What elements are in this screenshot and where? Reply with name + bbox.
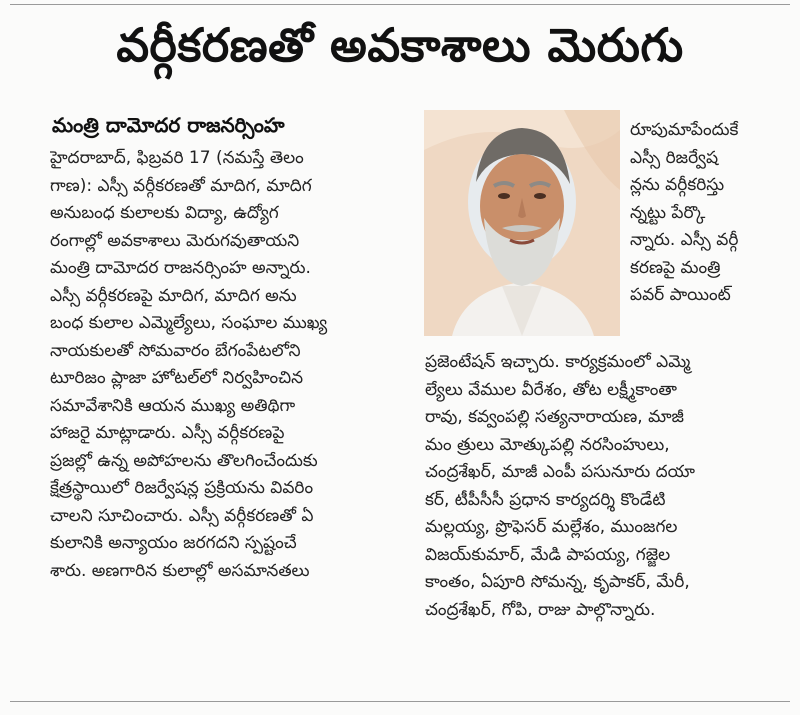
text-line: ఎస్సీ రిజర్వేష	[630, 147, 719, 168]
text-line: విజయ్‌కుమార్, మేడి పాపయ్య, గజ్జెల	[425, 544, 671, 565]
text-line: బంధ కులాల ఎమ్మెల్యేలు, సంఘాల ముఖ్య	[50, 313, 328, 333]
text-line: రూపుమాపేందుకే	[630, 120, 739, 140]
text-line: నాయకులతో సోమవారం బేగంపేటలోని	[50, 340, 301, 361]
text-line: మం త్రులు మోత్కుపల్లి నరసింహులు,	[425, 434, 670, 455]
portrait-illustration	[424, 110, 620, 336]
text-line: హైదరాబాద్, ఫిబ్రవరి 17 (నమస్తే తెలం	[50, 148, 304, 168]
text-line: రంగాల్లో అవకాశాలు మెరుగవుతాయని	[50, 230, 300, 251]
text-line: ల్యేలు వేముల వీరేశం, తోట లక్ష్మీకాంతా	[425, 379, 677, 400]
text-line: టూరిజం ప్లాజా హోటల్‌లో నిర్వహించిన	[50, 368, 304, 388]
side-column	[630, 117, 782, 310]
text-line: సమావేశానికి ఆయన ముఖ్య అతిథిగా	[50, 395, 296, 416]
text-line: ఎస్సీ వర్గీకరణపై మాదిగ, మాదిగ అను	[50, 285, 297, 306]
text-line: మల్లయ్య, ప్రొఫెసర్ మల్లేశం, ముంజగల	[425, 517, 678, 537]
text-line: కర్, టీపీసీసీ ప్రధాన కార్యదర్శి కొండేటి	[425, 489, 666, 510]
text-line: మంత్రి దామోదర రాజనర్సింహ అన్నారు.	[50, 258, 311, 278]
text-line: న్లను వర్గీకరిస్తు	[630, 175, 725, 195]
byline: మంత్రి దామోదర రాజనర్సింహ	[52, 113, 285, 137]
text-line: కులానికి అన్యాయం జరగదని స్పష్టంచే	[50, 533, 297, 553]
text-line: చంద్రశేఖర్, గోపి, రాజు పాల్గొన్నారు.	[425, 599, 656, 620]
text-line: క్షేత్రస్థాయిలో రిజర్వేషన్ల ప్రక్రియను వివరిం	[50, 478, 314, 498]
left-column	[50, 145, 415, 585]
text-line: చాలని సూచించారు. ఎస్సీ వర్గీకరణతో ఏ	[50, 505, 314, 526]
text-line: పవర్ పాయింట్	[630, 285, 731, 305]
text-line: గాణ): ఎస్సీ వర్గీకరణతో మాదిగ, మాదిగ	[50, 175, 312, 196]
text-line: అనుబంధ కులాలకు విద్యా, ఉద్యోగ	[50, 203, 279, 223]
text-line: ప్రజల్లో ఉన్న అపోహలను తొలగించేందుకు	[50, 450, 318, 471]
bottom-rule	[10, 701, 790, 702]
minister-photo	[424, 110, 620, 336]
text-line: హాజరై మాట్లాడారు. ఎస్సీ వర్గీకరణపై	[50, 423, 285, 443]
top-rule	[10, 4, 790, 5]
text-line: న్నట్టు పేర్కొ	[630, 202, 706, 223]
text-line: కాంతం, ఏపూరి సోమన్న, కృపాకర్, మేరీ,	[425, 572, 690, 592]
text-line: ప్రజెంటేషన్ ఇచ్చారు. కార్యక్రమంలో ఎమ్మె	[425, 352, 691, 372]
text-line: కరణపై మంత్రి	[630, 257, 721, 278]
text-line: చంద్రశేఖర్, మాజీ ఎంపీ పసునూరు దయా	[425, 462, 695, 482]
text-line: న్నారు. ఎస్సీ వర్గీ	[630, 230, 739, 250]
headline: వర్గీకరణతో అవకాశాలు మెరుగు	[116, 18, 684, 72]
text-line: శారు. అణగారిన కులాల్లో అసమానతలు	[50, 560, 310, 581]
right-column	[425, 349, 787, 624]
text-line: రావు, కవ్వంపల్లి సత్యనారాయణ, మాజీ	[425, 407, 684, 427]
